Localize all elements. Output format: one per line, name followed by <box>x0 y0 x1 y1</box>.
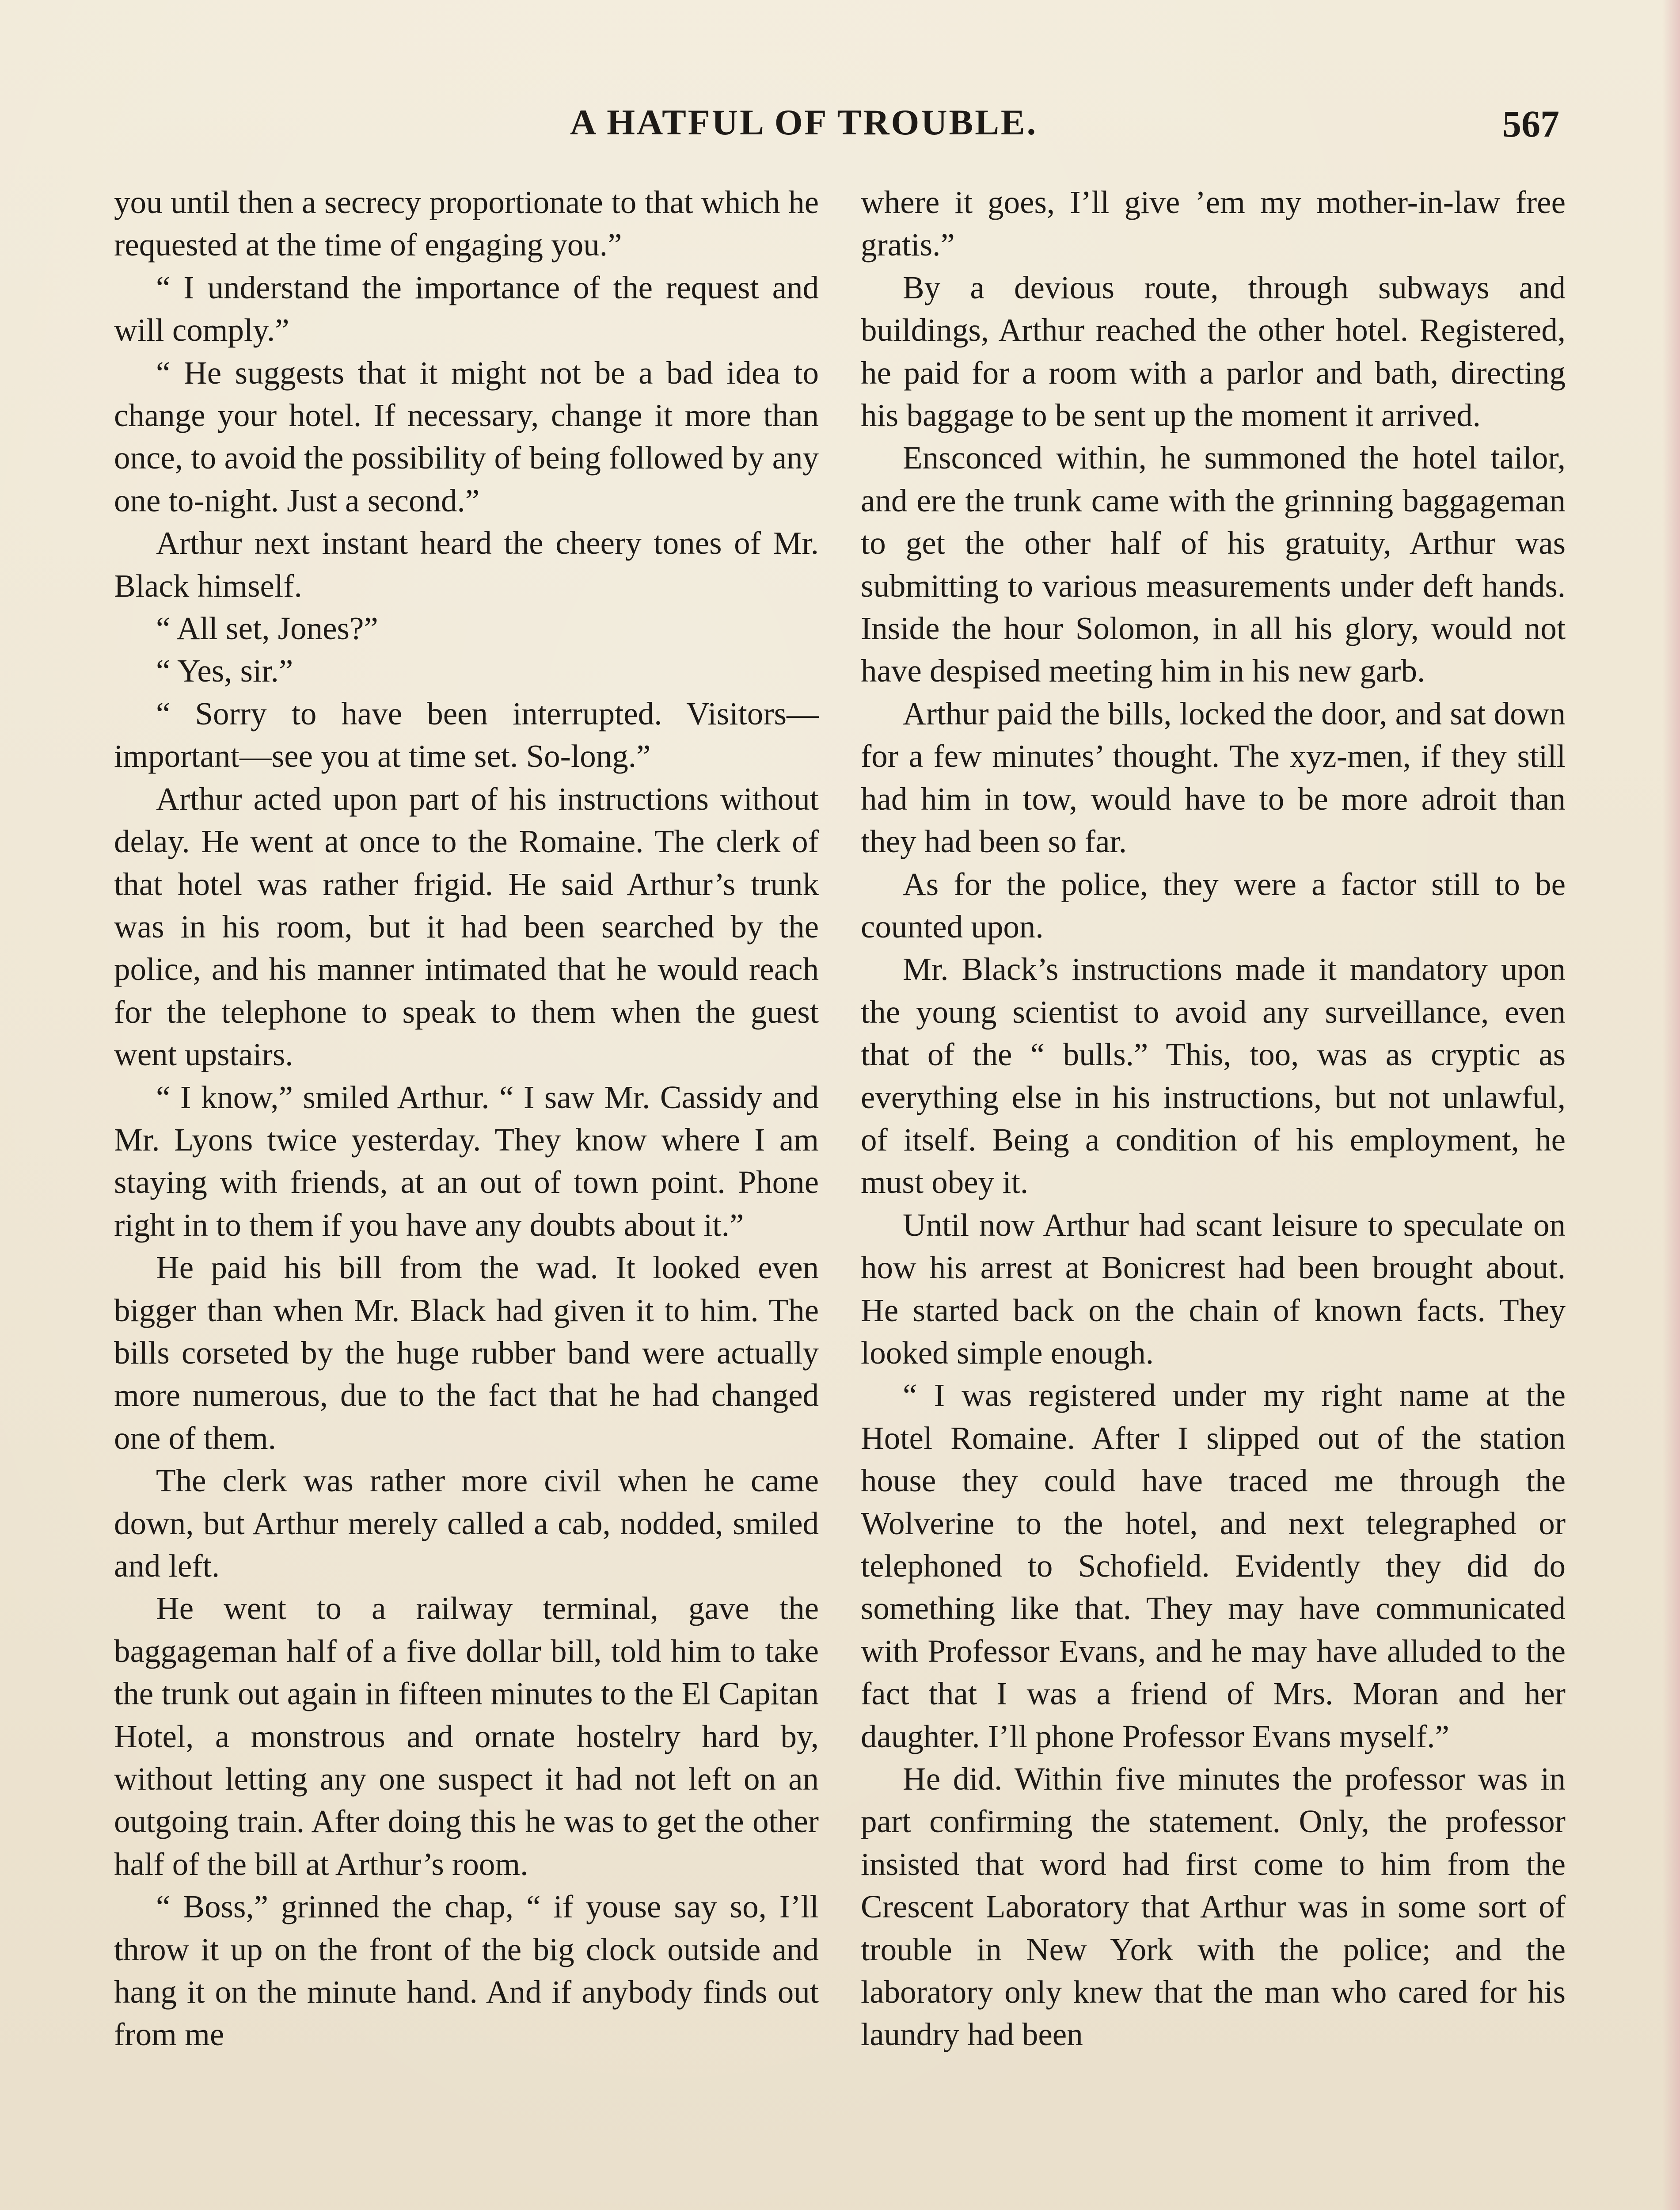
paragraph: He went to a railway terminal, gave the baggageman half of a five dollar bill, told him to take the trunk out again in fifteen minutes to the El Capitan Hotel, a monstrous and ornate hostelry hard by, without letting any one suspect it had not left on an outgoing train. After doing this he was to get the other half of the bill at Arthur’s room. <box>114 1590 819 1882</box>
paragraph: He paid his bill from the wad. It looked even bigger than when Mr. Black had given it to him. The bills corseted by the huge rubber band were actually more numerous, due to the fact that he had changed one of them. <box>114 1250 819 1456</box>
page-edge <box>1662 0 1680 2210</box>
paragraph: “ He suggests that it might not be a bad idea to change your hotel. If necessary, change it more than once, to avoid the possibility of being followed by any one to-night. Just a second.” <box>114 354 819 518</box>
left-column <box>114 181 819 2056</box>
paragraph: As for the police, they were a factor still to be counted upon. <box>861 866 1566 945</box>
paragraph: you until then a secrecy proportionate to that which he requested at the time of engaging you.” <box>114 184 819 263</box>
paragraph: By a devious route, through subways and buildings, Arthur reached the other hotel. Registered, he paid for a room with a parlor and bath, directing his baggage to be sent up the moment it arrived. <box>861 269 1566 434</box>
paragraph: “ Sorry to have been interrupted. Visitors—important—see you at time set. So-long.” <box>114 695 819 774</box>
paragraph: Arthur acted upon part of his instructions without delay. He went at once to the Romaine. The clerk of that hotel was rather frigid. He said Arthur’s trunk was in his room, but it had been searched by the police, and his manner intimated that he would reach for the telephone to speak to them when the guest went upstairs. <box>114 781 819 1073</box>
paragraph: Arthur next instant heard the cheery tones of Mr. Black himself. <box>114 525 819 604</box>
paragraph: Ensconced within, he summoned the hotel tailor, and ere the trunk came with the grinning baggageman to get the other half of his gratuity, Arthur was submitting to various measurements under deft hands. Inside the hour Solomon, in all his glory, would not have despised meeting him in his new garb. <box>861 440 1566 689</box>
paragraph: The clerk was rather more civil when he came down, but Arthur merely called a cab, nodded, smiled and left. <box>114 1463 819 1584</box>
paragraph: Mr. Black’s instructions made it mandatory upon the young scientist to avoid any surveillance, even that of the “ bulls.” This, too, was as cryptic as everything else in his instructions, but not unlawful, of itself. Being a condition of his employment, he must obey it. <box>861 951 1566 1200</box>
right-column <box>861 181 1566 2056</box>
paragraph: “ All set, Jones?” <box>156 610 378 647</box>
paragraph: Arthur paid the bills, locked the door, and sat down for a few minutes’ thought. The xyz-men, if they still had him in tow, would have to be more adroit than they had been so far. <box>861 695 1566 860</box>
paragraph: “ I know,” smiled Arthur. “ I saw Mr. Cassidy and Mr. Lyons twice yesterday. They know where I am staying with friends, at an out of town point. Phone right in to them if you have any doubts about it.” <box>114 1079 819 1243</box>
page-number: 567 <box>1502 103 1559 145</box>
paragraph: “ Yes, sir.” <box>156 653 293 689</box>
paragraph: where it goes, I’ll give ’em my mother-in-law free gratis.” <box>861 184 1566 263</box>
paragraph: He did. Within five minutes the professor was in part confirming the statement. Only, the professor insisted that word had first come to him from the Crescent Laboratory that Arthur was in some sort of trouble in New York with the police; and the laboratory only knew that the man who cared for his laundry had been <box>861 1761 1566 2053</box>
running-head-title: A HATFUL OF TROUBLE. <box>570 102 1038 142</box>
paragraph: Until now Arthur had scant leisure to speculate on how his arrest at Bonicrest had been brought about. He started back on the chain of known facts. They looked simple enough. <box>861 1207 1566 1371</box>
paragraph: “ I was registered under my right name at the Hotel Romaine. After I slipped out of the station house they could have traced me through the Wolverine to the hotel, and next telegraphed or telephoned to Schofield. Evidently they did do something like that. They may have communicated with Professor Evans, and he may have alluded to the fact that I was a friend of Mrs. Moran and her daughter. I’ll phone Professor Evans myself.” <box>861 1377 1566 1754</box>
paragraph: “ Boss,” grinned the chap, “ if youse say so, I’ll throw it up on the front of the big clock outside and hang it on the minute hand. And if anybody finds out from me <box>114 1889 819 2053</box>
paragraph: “ I understand the importance of the request and will comply.” <box>114 269 819 348</box>
